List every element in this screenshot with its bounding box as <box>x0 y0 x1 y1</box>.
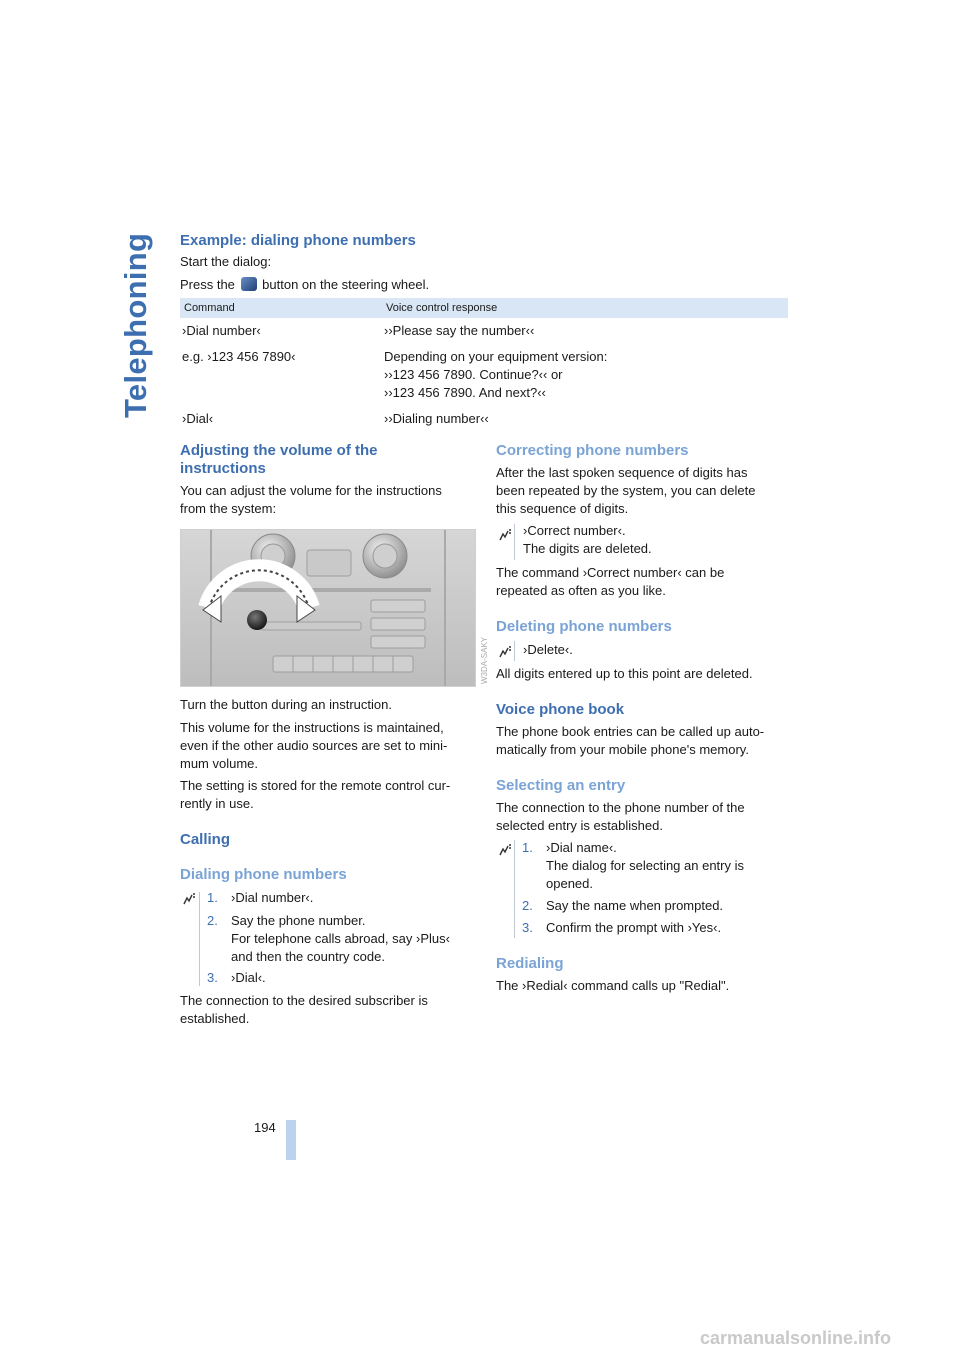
instruction-bar <box>514 840 515 938</box>
example-heading: Example: dialing phone numbers <box>180 232 416 249</box>
correcting-heading: Correcting phone numbers <box>496 442 689 459</box>
page-bar <box>286 1120 296 1160</box>
voice-command-icon <box>498 528 512 542</box>
redialing-heading: Redialing <box>496 955 564 972</box>
list-item: 3. <box>207 970 218 985</box>
correcting-intro: After the last spoken sequence of digits has been repeated by the system, you can delete this sequence of digits. <box>496 465 756 516</box>
instruction-bar <box>199 892 200 986</box>
deleting-after: All digits entered up to this point are deleted. <box>496 666 753 681</box>
page-number: 194 <box>254 1120 276 1135</box>
phonebook-text: The phone book entries can be called up auto- matically from your mobile phone's memory. <box>496 724 765 757</box>
volume-knob-illustration <box>181 530 475 686</box>
correcting-after: The command ›Correct number‹ can be repeated as often as you like. <box>496 565 725 598</box>
redialing-text: The ›Redial‹ command calls up "Redial". <box>496 978 730 993</box>
instruction-bar <box>514 641 515 661</box>
voice-command-icon <box>182 892 196 906</box>
deleting-heading: Deleting phone numbers <box>496 618 672 635</box>
selecting-intro: The connection to the phone number of the selected entry is established. <box>496 800 745 833</box>
steering-wheel-voice-button-icon <box>241 277 257 291</box>
instruction-bar <box>514 524 515 560</box>
list-item: 3. <box>522 920 533 935</box>
volume-p3: The setting is stored for the remote control cur- rently in use. <box>180 778 451 811</box>
volume-intro: You can adjust the volume for the instructions from the system: <box>180 483 442 516</box>
volume-heading: Adjusting the volume of the instructions <box>180 442 378 477</box>
center-console-photo <box>180 529 476 687</box>
table-row: e.g. ›123 456 7890‹ Depending on your equipment version: ››123 456 7890. Continue?‹‹ or ››123 456 7890. And next?‹‹ <box>182 349 608 400</box>
start-dialog-text: Start the dialog: <box>180 254 272 269</box>
calling-heading: Calling <box>180 831 231 848</box>
correct-number-command: ›Correct number‹. The digits are deleted. <box>523 523 652 556</box>
command-table <box>180 298 788 430</box>
press-button-text: Press the button on the steering wheel. <box>180 277 430 292</box>
volume-p1: Turn the button during an instruction. <box>180 697 392 712</box>
voice-command-icon <box>498 843 512 857</box>
list-item: 2. <box>522 898 533 913</box>
volume-p2: This volume for the instructions is maintained, even if the other audio sources are set to mini- mum volume. <box>180 720 448 771</box>
site-footer: carmanualsonline.info <box>700 1328 892 1348</box>
list-item: 2. <box>207 913 218 928</box>
image-code: W3DA-SAKY <box>480 636 489 684</box>
phonebook-heading: Voice phone book <box>496 701 625 718</box>
dialing-heading: Dialing phone numbers <box>180 866 347 883</box>
list-item: 1. <box>207 890 218 905</box>
table-header-command: Command <box>180 298 382 318</box>
voice-command-icon <box>498 645 512 659</box>
selecting-heading: Selecting an entry <box>496 777 626 794</box>
calling-after: The connection to the desired subscriber is established. <box>180 993 428 1026</box>
table-row: ›Dial number‹ ››Please say the number‹‹ <box>182 323 535 338</box>
list-item: 1. <box>522 840 533 855</box>
delete-command: ›Delete‹. <box>523 642 573 657</box>
table-header-response: Voice control response <box>382 298 788 318</box>
section-title: Telephoning <box>118 232 153 418</box>
table-row: ›Dial‹ ››Dialing number‹‹ <box>182 411 489 426</box>
